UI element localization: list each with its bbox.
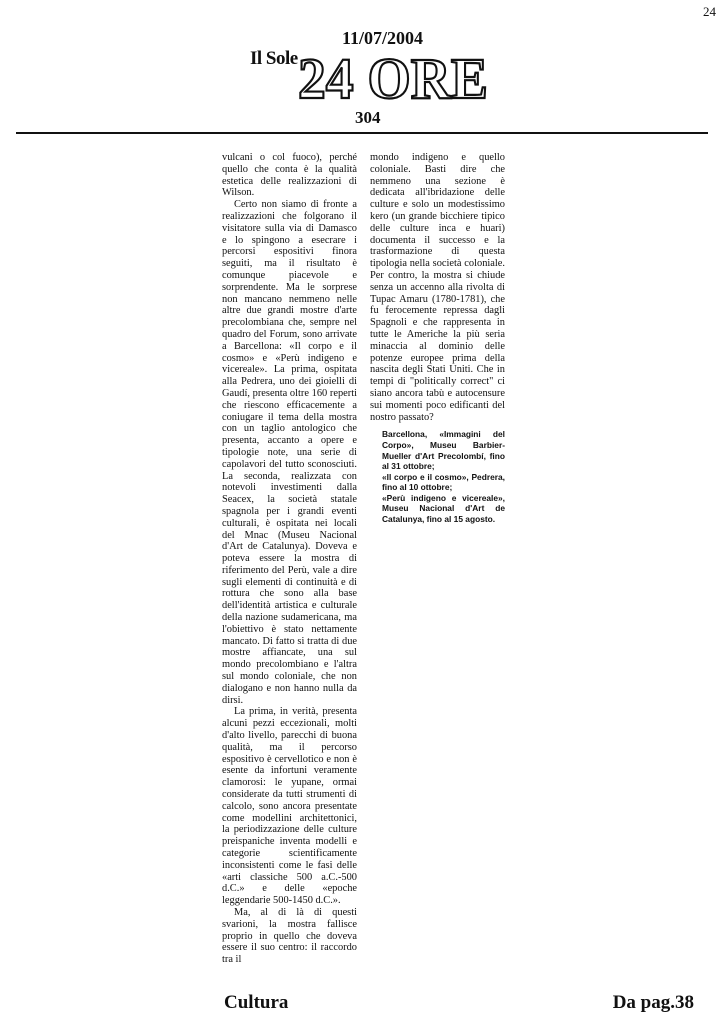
- exhibition-info: «Perù indigeno e vicereale», Museu Nacional d'Art de Catalunya, fino al 15 agosto.: [382, 492, 505, 525]
- exhibition-info: Barcellona, «Immagini del Corpo», Museu Barbier-Mueller d'Art Precolombí, fino al 31 ottobre;: [382, 429, 505, 472]
- paragraph: vulcani o col fuoco), perché quello che conta è la qualità estetica delle realizzazioni di Wilson.: [222, 152, 357, 199]
- page-number: 24: [703, 4, 716, 19]
- paragraph: Ma, al di là di questi svarioni, la mostra fallisce proprio in quello che doveva essere il suo centro: il raccordo tra il: [222, 907, 357, 966]
- exhibition-info: «Il corpo e il cosmo», Pedrera, fino al 10 ottobre;: [382, 471, 505, 493]
- masthead-sole: Il Sole: [250, 48, 298, 69]
- newspaper-logo: [296, 48, 492, 104]
- paragraph: Certo non siamo di fronte a realizzazioni che folgorano il visitatore sulla via di Damasco e lo spingono a esecrare i percorsi espositivi finora seguiti, ma il risultato è comunque piacevole e sorprendente. Ma le sorprese non mancano nemmeno nelle altre due grandi mostre d'arte precolombiana che, sempre nel quadro del Forum, sono arrivate a Barcellona: «Il corpo e il cosmo» e «Perù indigeno e vicereale». La prima, ospitata alla Pedrera, uno dei gioielli di Gaudí, presenta oltre 160 reperti che riescono efficacemente a coniugare il tema della mostra con un taglio antologico che presenta, accanto a opere e tipologie note, una serie di capolavori del tutto sconosciuti. La seconda, realizzata con notevoli investimenti dalla Seacex, la società statale spagnola per i grandi eventi culturali, è ospitata nei locali del Mnac (Museu Nacional d'Art de Catalunya). Doveva e poteva essere la mostra di riferimento del Perù, vale a dire sugli elementi di continuità e di rottura che sono alla base dell'identità artistica e culturale della nazione sudamericana, ma l'obiettivo è stato nettamente mancato. Di fatto si tratta di due mostre affiancate, una sul mondo precolombiano e l'altra sul mondo coloniale, che non dialogano e non hanno nulla da dirsi.: [222, 199, 357, 706]
- header-divider: [16, 132, 708, 134]
- issue-number: 304: [355, 108, 381, 127]
- paragraph: mondo indigeno e quello coloniale. Basti dire che nemmeno una sezione è dedicata all'ibridazione delle culture e solo un modestissimo kero (un grande bicchiere tipico delle culture inca e huari) documenta il successo e la trasformazione di questa tipologia nella società coloniale. Per contro, la mostra si chiude senza un accenno alla rivolta di Tupac Amaru (1780-1781), che fu ferocemente repressa dagli Spagnoli e che rappresenta in tutte le Americhe la più seria minaccia al dominio delle potenze europee prima della nascita degli Stati Uniti. Che in tempi di "politically correct" ci siano ancora tabù e autocensure sui momenti poco edificanti del nostro passato?: [370, 152, 505, 423]
- article-column-2: [370, 152, 505, 525]
- exhibition-info-box: [370, 429, 505, 524]
- article-column-1: [222, 152, 357, 992]
- masthead-date: 11/07/2004: [342, 28, 424, 48]
- section-label: Cultura: [224, 992, 289, 1013]
- svg-text:24 ORE: 24 ORE: [298, 48, 488, 104]
- continued-from-label: Da pag.38: [612, 992, 694, 1013]
- paragraph: La prima, in verità, presenta alcuni pezzi eccezionali, molti d'alto livello, parecchi di buona qualità, ma il percorso espositivo è cervellotico e non è esente da infortuni veramente clamorosi: le yupane, ormai considerate da tutti strumenti di calcolo, sono ancora presentate come modellini architettonici, la periodizzazione delle culture preispaniche inventa modelli e categorie scientificamente inconsistenti come le fasi delle «arti classiche 500 a.C.-500 d.C.» e delle «epoche leggendarie 500-1450 d.C.».: [222, 706, 357, 907]
